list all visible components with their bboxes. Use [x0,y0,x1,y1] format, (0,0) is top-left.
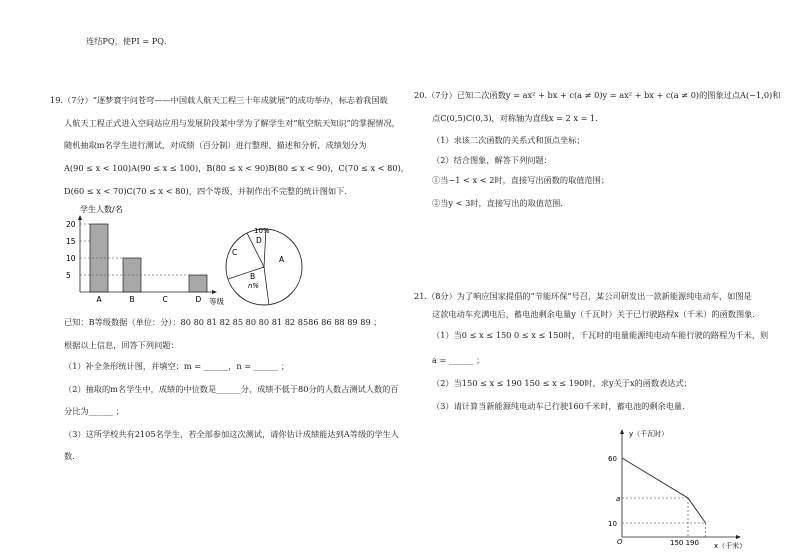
y-axis-arrow [78,215,82,220]
x-tick-label: C [162,295,168,304]
y-axis-arrow [620,429,624,434]
x-tick-label: B [129,295,135,304]
q19-line-3: 随机抽取m名学生进行测试，对成绩（百分制）进行整理、描述和分析，成绩划分为 [64,140,367,150]
x-tick-labels: 150 190 [670,539,699,547]
x-axis-arrow [212,290,217,294]
q20-line-1: 20.（7分）已知二次函数y = ax² + bx + c(a ≠ 0)y = ax² + bx + c(a ≠ 0)的图象过点A(−1,0)和 [414,90,781,100]
q19-line-4: A(90 ≤ x < 100)A(90 ≤ x ≤ 100)，B(80 ≤ x < 90)B(80 ≤ x < 90)，C(70 ≤ x < 80)， [64,163,409,173]
pie-label-b: B [250,272,256,281]
q20-part-1: （1）求该二次函数的关系式和顶点坐标； [432,135,585,145]
remaining-power-line [622,458,706,523]
bar-chart [62,200,232,305]
y-tick-label: 5 [66,271,71,280]
q21-part-1-cont: a = ______ ； [432,355,485,365]
q21-line-1: 21.（8分）为了响应国家提倡的“节能环保”号召，某公司研发出一款新能源纯电动车，如图是 [414,291,752,301]
previous-question-fragment: 连结PQ，使PI = PQ． [86,36,173,46]
pie-label-d-percent: 10% [254,227,270,235]
q21-part-2: （2）当150 ≤ x ≤ 190 150 ≤ x ≤ 190时，求y关于x的函数表达式； [432,378,692,388]
q20-part-2-b: ②当y < 3时，直接写出的取值范围． [432,198,569,208]
x-axis-arrow [736,535,741,539]
q20-part-2: （2）结合图象，解答下列问题： [432,155,552,165]
q19-part-1: （1）补全条形统计图，并填空：m = ______，n = ______ ； [64,361,290,371]
q19-part-2-cont: 分比为______ ； [64,406,124,416]
pie-chart [219,222,309,312]
q20-part-2-a: ①当−1 < x < 2时，直接写出函数的取值范围； [432,175,610,185]
pie-label-b-percent: n% [248,282,260,290]
q19-line-2: 人航天工程正式进入空间站应用与发展阶段某中学为了解学生对“航空航天知识”的掌握情况， [64,118,400,128]
line-chart-ylabel: y（千瓦时） [629,430,669,438]
y-tick-label: 60 [608,455,617,463]
q21-part-3: （3）请计算当新能源纯电动车已行驶160千米时，蓄电池的剩余电量． [432,401,691,411]
y-tick-label: 10 [608,520,617,528]
y-tick-label: a [616,495,621,503]
y-tick-label: 15 [66,237,76,246]
q20-line-2: 点C(0,5)C(0,3)，对称轴为直线x = 2 x = 1． [432,113,604,123]
pie-label-a: A [279,255,285,264]
bar-chart-ylabel: 学生人数/名 [80,205,123,214]
bar-chart-xlabel: 等级 [209,297,224,305]
q19-line-5: D(60 ≤ x < 70)C(70 ≤ x < 80)，四个等级，并制作出不完整的统计图如下． [64,186,353,196]
q19-part-2: （2）抽取的m名学生中，成绩的中位数是______分，成绩不低于80分的人数占测试人数的百 [64,384,399,394]
q19-part-3: （3）这所学校共有2105名学生，若全部参加这次测试，请你估计成绩能达到A等级的学生人 [64,429,399,439]
pie-label-c: C [232,248,238,257]
bar-d [189,275,207,292]
q19-prompt: 根据以上信息，回答下列问题： [64,340,179,350]
line-chart-xlabel: x（千米） [714,542,747,550]
x-tick-label: D [195,295,202,304]
y-tick-label: 20 [66,220,76,229]
pie-label-d: D [256,236,262,245]
q21-line-2: 这款电动车充满电后，蓄电池剩余电量y（千瓦时）关于已行驶路程x（千米）的函数图象． [432,309,761,319]
x-tick-label: A [96,295,102,304]
origin-label: O [617,538,623,546]
line-chart [606,424,766,552]
q19-line-1: 19.（7分）“逐梦寰宇问苍穹——中国载人航天工程三十年成就展”的成功举办，标志着我国载 [50,95,388,105]
q19-part-3-cont: 数． [64,451,81,461]
q19-known-data: 已知：B等级数据（单位：分）：80 80 81 82 85 80 80 81 82 8586 86 88 89 89 ； [64,317,382,327]
y-tick-label: 10 [66,254,76,263]
q21-part-1: （1）当0 ≤ x ≤ 150 0 ≤ x ≤ 150时，千瓦时的电量能源纯电动车能行驶的路程为千米，则 [432,330,769,340]
